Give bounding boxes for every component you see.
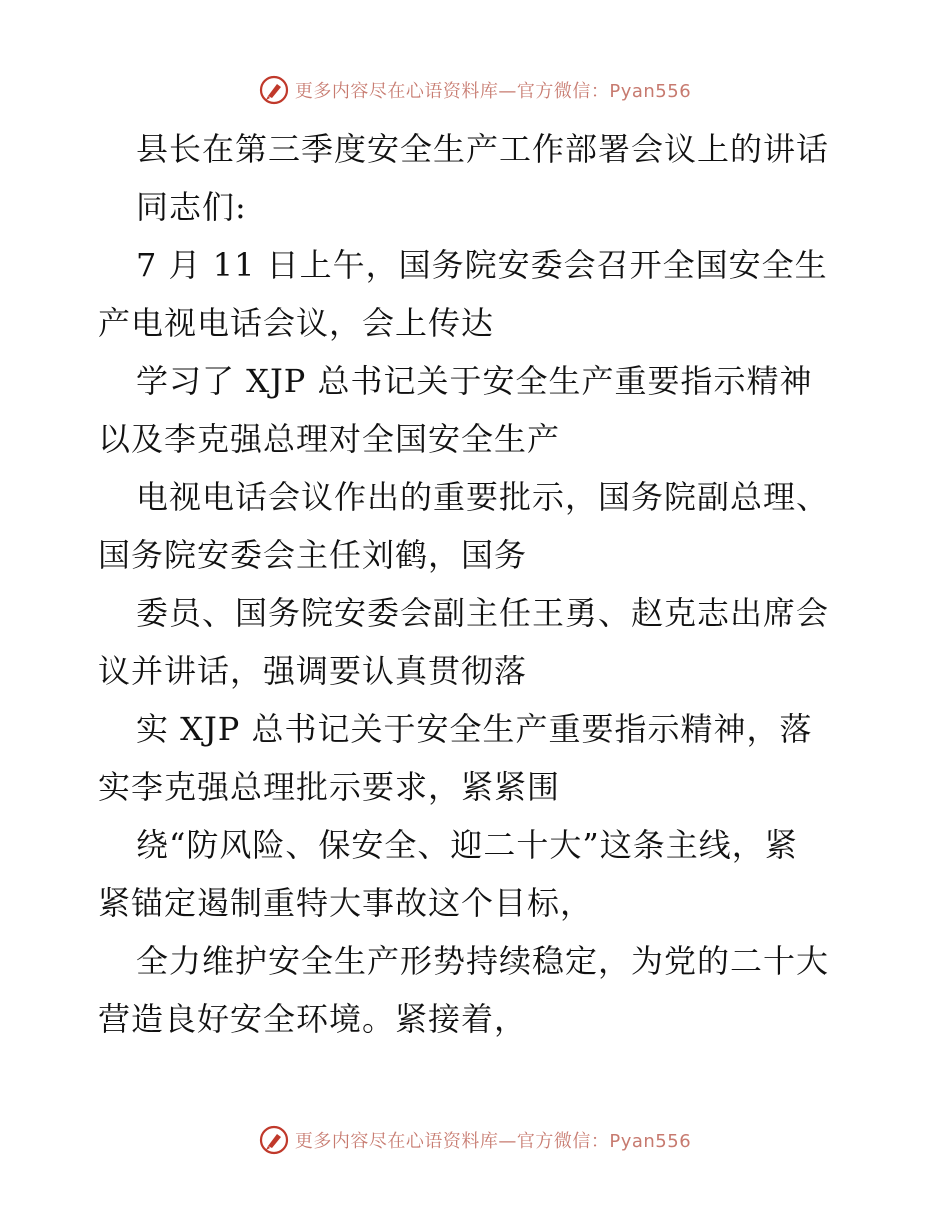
- paragraph-line: 营造良好安全环境。紧接着，: [98, 1000, 528, 1038]
- paragraph-line: 以及李克强总理对全国安全生产: [98, 420, 561, 458]
- salutation: 同志们:: [136, 188, 247, 226]
- footer-banner: [0, 1120, 950, 1160]
- paragraph-line: 委员、国务院安委会副主任王勇、赵克志出席会: [136, 594, 830, 632]
- paragraph-line: 全力维护安全生产形势持续稳定，为党的二十大: [136, 942, 830, 980]
- paragraph-line: 学习了 XJP 总书记关于安全生产重要指示精神: [136, 362, 813, 400]
- paragraph-line: 紧锚定遏制重特大事故这个目标，: [98, 884, 594, 922]
- paragraph-line: 国务院安委会主任刘鹤，国务: [98, 536, 528, 574]
- header-banner-text: 更多内容尽在心语资料库—官方微信：Pyan556: [294, 81, 692, 102]
- document-body: [98, 120, 858, 1048]
- paragraph-line: 实 XJP 总书记关于安全生产重要指示精神，落: [136, 710, 813, 748]
- paragraph-line: 绕“防风险、保安全、迎二十大”这条主线，紧: [136, 826, 798, 864]
- footer-banner-text: 更多内容尽在心语资料库—官方微信：Pyan556: [294, 1131, 692, 1152]
- paragraph-line: 7 月 11 日上午，国务院安委会召开全国安全生: [136, 246, 828, 284]
- header-banner: [0, 70, 950, 110]
- paragraph-line: 实李克强总理批示要求，紧紧围: [98, 768, 561, 806]
- paragraph-line: 产电视电话会议，会上传达: [98, 304, 495, 342]
- document-title: 县长在第三季度安全生产工作部署会议上的讲话: [136, 130, 830, 168]
- pen-nib-logo-icon: [259, 1125, 289, 1155]
- pen-nib-logo-icon: [259, 75, 289, 105]
- paragraph-line: 议并讲话，强调要认真贯彻落: [98, 652, 528, 690]
- paragraph-line: 电视电话会议作出的重要批示，国务院副总理、: [136, 478, 830, 516]
